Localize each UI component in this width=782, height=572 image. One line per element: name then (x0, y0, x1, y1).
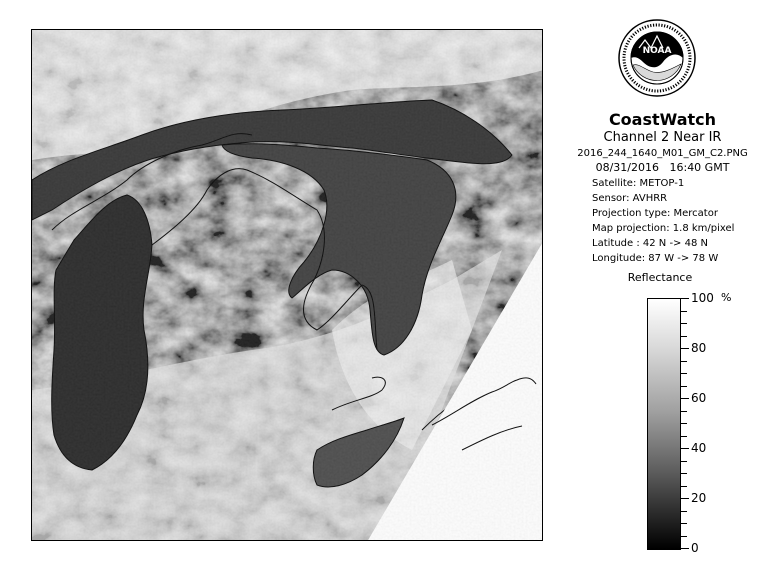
colorbar-tick-label: 20 (691, 491, 707, 505)
colorbar-tick-label: 100 (691, 291, 714, 305)
satellite-image-map (31, 29, 543, 541)
colorbar-minor-tick (681, 461, 687, 462)
colorbar-minor-tick (681, 511, 687, 512)
colorbar-tick-label: 80 (691, 341, 707, 355)
product-title: CoastWatch (608, 110, 717, 129)
colorbar-minor-tick (681, 536, 687, 537)
noaa-logo (617, 18, 697, 98)
colorbar-minor-tick (681, 411, 687, 412)
acquisition-date: 08/31/2016 (595, 161, 659, 174)
acquisition-time: 16:40 GMT (669, 161, 730, 174)
colorbar-minor-tick (681, 373, 687, 374)
colorbar-tick-label: 0 (691, 541, 699, 555)
colorbar-major-tick (681, 348, 689, 349)
colorbar-major-tick (681, 498, 689, 499)
colorbar-major-tick (681, 548, 689, 549)
date-time (560, 161, 765, 175)
colorbar-major-tick (681, 398, 689, 399)
longitude-label: Longitude: 87 W -> 78 W (592, 253, 719, 264)
projection-type-label: Projection type: Mercator (592, 208, 718, 219)
channel-label: Channel 2 Near IR (603, 130, 722, 145)
colorbar-unit: % (721, 291, 732, 304)
colorbar-minor-tick (681, 486, 687, 487)
colorbar-minor-tick (681, 436, 687, 437)
colorbar-major-tick (681, 298, 689, 299)
colorbar-minor-tick (681, 423, 687, 424)
colorbar-minor-tick (681, 361, 687, 362)
colorbar-minor-tick (681, 323, 687, 324)
colorbar-minor-tick (681, 311, 687, 312)
colorbar-minor-tick (681, 336, 687, 337)
colorbar-tick-label: 40 (691, 441, 707, 455)
satellite-label: Satellite: METOP-1 (592, 178, 685, 189)
colorbar-major-tick (681, 448, 689, 449)
image-grain (32, 30, 543, 541)
sensor-label: Sensor: AVHRR (592, 193, 668, 204)
noaa-logo-wordmark: NOAA (642, 46, 672, 56)
reflectance-colorbar (647, 298, 681, 550)
map-projection-label: Map projection: 1.8 km/pixel (592, 223, 735, 234)
latitude-label: Latitude : 42 N -> 48 N (592, 238, 708, 249)
colorbar-minor-tick (681, 473, 687, 474)
colorbar-minor-tick (681, 386, 687, 387)
colorbar-title: Reflectance (627, 271, 693, 284)
colorbar-tick-label: 60 (691, 391, 707, 405)
map-svg (32, 30, 543, 541)
colorbar-minor-tick (681, 523, 687, 524)
file-name: 2016_244_1640_M01_GM_C2.PNG (577, 148, 748, 159)
